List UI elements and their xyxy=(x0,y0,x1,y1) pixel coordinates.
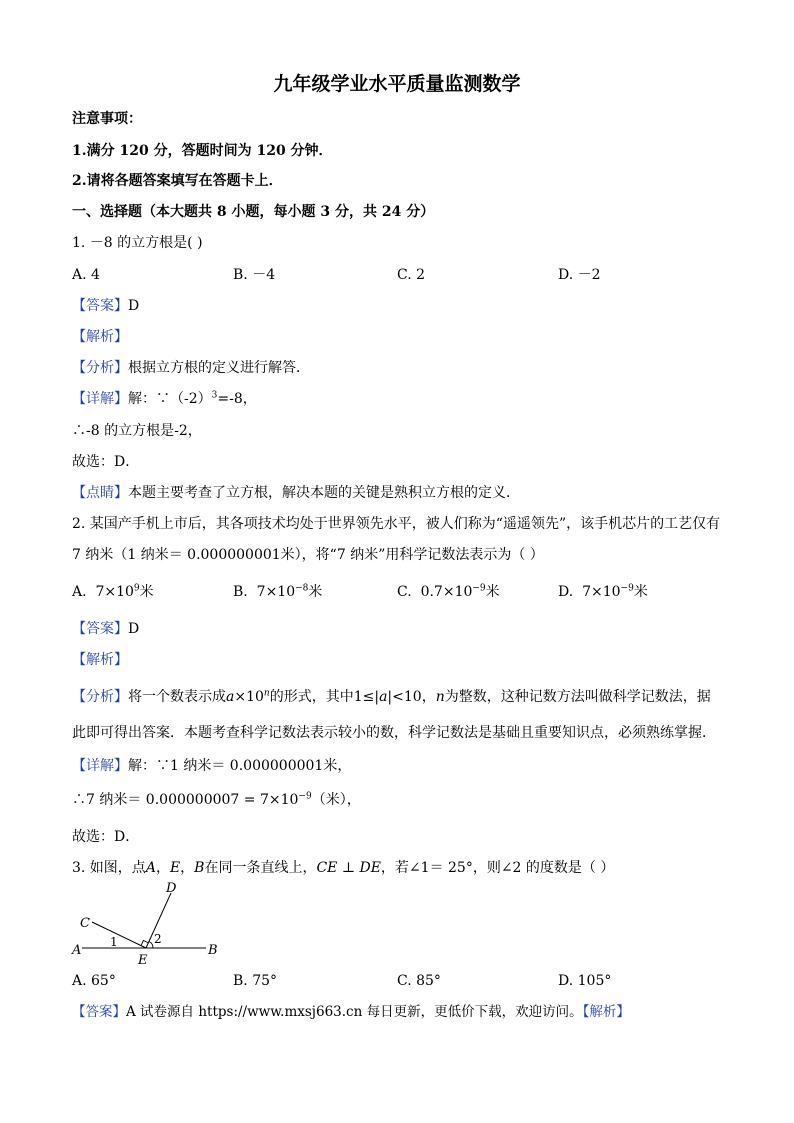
option-unit: 米 xyxy=(485,584,500,600)
math-exp-n: n xyxy=(263,688,270,699)
q1-exponent: 3 xyxy=(211,390,218,401)
q2-step2-post: （米）， xyxy=(311,792,361,808)
option-exp: 9 xyxy=(133,583,140,594)
punct: ， xyxy=(155,860,170,876)
q1-dianjing-text: 本题主要考查了立方根，解决本题的关键是熟积立方根的定义． xyxy=(128,485,520,501)
q2-stem-line1: 2. 某国产手机上市后，其各项技术均处于世界领先水平，被人们称为“遥遥领先”，该手机芯片的工艺仅有 xyxy=(72,516,721,532)
geometry-figure xyxy=(70,878,230,966)
notice-heading: 注意事项： xyxy=(72,111,142,127)
option-exp: −9 xyxy=(620,583,634,594)
q1-fenxi xyxy=(72,359,310,377)
label-b: B xyxy=(208,943,218,958)
q1-answer xyxy=(72,297,139,315)
q1-xiangjie-result: =-8， xyxy=(217,391,257,407)
q1-xiangjie-text: 解：∵（-2） xyxy=(128,391,212,407)
page-title: 九年级学业水平质量监测数学 xyxy=(273,73,521,95)
q2-answer-value: D xyxy=(128,621,140,637)
q2-xiangjie xyxy=(72,757,351,775)
label-e: E xyxy=(138,953,148,966)
option-base: 0.7×10 xyxy=(420,584,473,600)
q1-xiangjie xyxy=(72,390,257,408)
fenxi-tag: 【分析】 xyxy=(72,689,128,705)
label-a: A xyxy=(72,943,82,958)
xiangjie-tag: 【详解】 xyxy=(72,391,128,407)
q1-stem: 1. －8 的立方根是( ) xyxy=(72,235,203,251)
q1-option-a: A. 4 xyxy=(72,267,100,283)
option-base: 7×10 xyxy=(95,584,134,600)
q2-option-b xyxy=(233,583,322,601)
angle-2-arc xyxy=(149,942,153,949)
q2-option-d xyxy=(558,583,648,601)
q2-fenxi-mid: 的形式，其中 xyxy=(269,689,354,705)
ray-ec xyxy=(92,922,146,948)
q2-choose: 故选：D． xyxy=(72,829,140,845)
label-d: D xyxy=(166,881,177,896)
answer-tag: 【答案】 xyxy=(72,1004,126,1020)
notice-item-2: 2.请将各题答案填写在答题卡上． xyxy=(72,173,283,189)
q3-stem xyxy=(72,859,614,877)
section-heading: 一、选择题（本大题共 8 小题，每小题 3 分，共 24 分） xyxy=(72,204,435,220)
analysis-tag: 【解析】 xyxy=(582,1004,630,1020)
point-b: B xyxy=(194,860,205,876)
math-var-a: a xyxy=(226,689,235,705)
option-unit: 米 xyxy=(139,584,154,600)
math-var-n: n xyxy=(435,689,445,705)
option-exp: −9 xyxy=(472,583,486,594)
q2-step2 xyxy=(72,791,361,809)
punct: ， xyxy=(180,860,195,876)
q1-choose: 故选：D． xyxy=(72,454,140,470)
perpendicular-expr: CE ⊥ DE xyxy=(316,860,381,876)
q2-xiangjie-text: 解：∵1 纳米＝ 0.000000001米， xyxy=(128,758,352,774)
q2-option-c xyxy=(397,583,500,601)
q3-answer-line: A 试卷源自 https://www.mxsj663.cn 每日更新，更低价下载，欢迎访问。 xyxy=(126,1004,583,1020)
q3-option-d: D. 105° xyxy=(558,973,612,989)
q2-analysis-tag: 【解析】 xyxy=(72,652,128,668)
q1-option-b: B. －4 xyxy=(233,267,276,283)
math-ineq-post: |<10 xyxy=(387,689,422,705)
q1-answer-value: D xyxy=(128,298,140,314)
q2-answer xyxy=(72,620,139,638)
option-base: 7×10 xyxy=(256,584,296,600)
option-unit: 米 xyxy=(633,584,648,600)
q3-answer xyxy=(72,1003,630,1021)
option-label: D. xyxy=(558,584,574,600)
option-label: B. xyxy=(233,584,248,600)
q3-stem-pre: 3. 如图，点 xyxy=(72,860,146,876)
option-label: C. xyxy=(397,584,412,600)
q1-analysis-tag: 【解析】 xyxy=(72,329,128,345)
label-c: C xyxy=(80,916,90,931)
answer-tag: 【答案】 xyxy=(72,621,128,637)
punct: ， xyxy=(421,689,436,705)
q2-option-a xyxy=(72,583,154,601)
point-a: A xyxy=(145,860,156,876)
q1-option-c: C. 2 xyxy=(397,267,426,283)
q3-stem-mid: 在同一条直线上， xyxy=(204,860,317,876)
notice-item-1: 1.满分 120 分，答题时间为 120 分钟． xyxy=(72,143,333,159)
q3-option-a: A. 65° xyxy=(72,973,116,989)
q3-option-c: C. 85° xyxy=(397,973,441,989)
q2-stem-line2: 7 纳米（1 纳米＝ 0.000000001米），将“7 纳米”用科学记数法表示为（ ） xyxy=(72,547,544,563)
q1-option-d: D. －2 xyxy=(558,267,601,283)
q2-step2-pre: ∴7 纳米＝ 0.000000007 = 7×10 xyxy=(72,792,299,808)
q2-step2-exp: −9 xyxy=(298,791,312,802)
option-base: 7×10 xyxy=(582,584,621,600)
answer-tag: 【答案】 xyxy=(72,298,128,314)
fenxi-tag: 【分析】 xyxy=(72,360,128,376)
math-times-ten: ×10 xyxy=(234,689,264,705)
option-exp: −8 xyxy=(295,583,309,594)
option-label: A. xyxy=(72,584,87,600)
label-angle-1: 1 xyxy=(110,935,118,949)
q2-fenxi-pre: 将一个数表示成 xyxy=(128,689,226,705)
q3-stem-end: ，若∠1＝ 25°，则∠2 的度数是（ ） xyxy=(380,860,615,876)
q3-option-b: B. 75° xyxy=(233,973,278,989)
q2-fenxi-line1 xyxy=(72,688,711,706)
dianjing-tag: 【点睛】 xyxy=(72,485,128,501)
math-ineq-a: a xyxy=(379,689,388,705)
q1-fenxi-text: 根据立方根的定义进行解答． xyxy=(128,360,310,376)
xiangjie-tag: 【详解】 xyxy=(72,758,128,774)
option-unit: 米 xyxy=(308,584,323,600)
point-e: E xyxy=(169,860,181,876)
q1-step2: ∴-8 的立方根是-2， xyxy=(72,423,202,439)
q1-dianjing xyxy=(72,484,520,502)
q2-fenxi-line2: 此即可得出答案．本题考查科学记数法表示较小的数，科学记数法是基础且重要知识点，必须熟练掌握． xyxy=(72,725,716,741)
math-ineq-pre: 1≤| xyxy=(353,689,380,705)
q2-fenxi-post: 为整数，这种记数方法叫做科学记数法，据 xyxy=(444,689,711,705)
label-angle-2: 2 xyxy=(154,932,162,946)
